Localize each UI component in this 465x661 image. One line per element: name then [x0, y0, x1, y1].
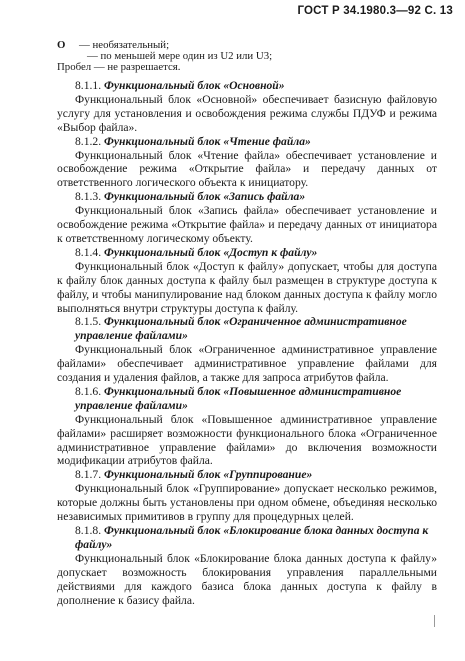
section-heading: 8.1.7. Функциональный блок «Группирование»	[75, 468, 313, 482]
section-heading: 8.1.6. Функциональный блок «Повышенное административное управление файлами»	[75, 384, 402, 412]
section-body: Функциональный блок «Запись файла» обеспечивает установление и освобождение режима «Открытие файла» и передачу данных от инициатора к ответственному логическому объекту.	[57, 204, 437, 245]
section-body: Функциональный блок «Ограниченное административное управление файлами» обеспечивает административное управление файлами для создания и удаления файлов, а также для запроса атрибутов файла.	[57, 343, 437, 385]
section-heading: 8.1.3. Функциональный блок «Запись файла»	[75, 190, 306, 204]
legend-text: — по меньшей мере один из U2 или U3;	[87, 50, 273, 62]
section-body: Функциональный блок «Основной» обеспечивает базисную файловую услугу для установления и освобождения режима службы ПДУФ и режима «Выбор файла».	[57, 92, 437, 134]
legend-text: Пробел — не разрешается.	[57, 61, 181, 73]
scan-mark	[434, 615, 435, 627]
section-body: Функциональный блок «Блокирование блока данных доступа к файлу» допускает возможность блокирования управления параллельными действиями для каждого базиса блока данных доступа к файлу в дополнение к базису файла.	[57, 551, 437, 607]
section-body: Функциональный блок «Группирование» допускает несколько режимов, которые должны быть установлены при одном обмене, объединяя несколько независимых примитивов в группу для процедурных целей.	[57, 482, 437, 524]
section-heading: 8.1.1. Функциональный блок «Основной»	[75, 79, 285, 92]
section-body: Функциональный блок «Чтение файла» обеспечивает установление и освобождение режима «Открытие файла» и передачу данных от ответственного логического объекта к инициатору.	[57, 148, 437, 190]
section-heading: 8.1.4. Функциональный блок «Доступ к файлу»	[75, 245, 318, 259]
section-heading: 8.1.2. Функциональный блок «Чтение файла»	[75, 134, 311, 148]
section-heading: 8.1.8. Функциональный блок «Блокирование блока данных доступа к файлу»	[75, 524, 429, 551]
section-body: Функциональный блок «Повышенное административное управление файлами» расширяет возможности функционального блока «Ограниченное административное управление файлами» до включения возможности модификации атрибутов файла.	[57, 412, 437, 468]
page-content	[57, 40, 437, 607]
legend-symbol: О	[57, 39, 66, 51]
page-header: ГОСТ Р 34.1980.3—92 С. 13	[297, 5, 453, 17]
legend-item-space	[57, 62, 437, 73]
section-body: Функциональный блок «Доступ к файлу» допускает, чтобы для доступа к файлу блок данных доступа к файлу был размещен в структуре доступа к файлу, и чтобы манипулирование над блоком данных доступа к файлу могло выполняться внутри структуры доступа к файлу.	[57, 259, 437, 315]
section-heading: 8.1.5. Функциональный блок «Ограниченное административное управление файлами»	[75, 315, 407, 343]
legend-text: — необязательный;	[79, 39, 170, 51]
